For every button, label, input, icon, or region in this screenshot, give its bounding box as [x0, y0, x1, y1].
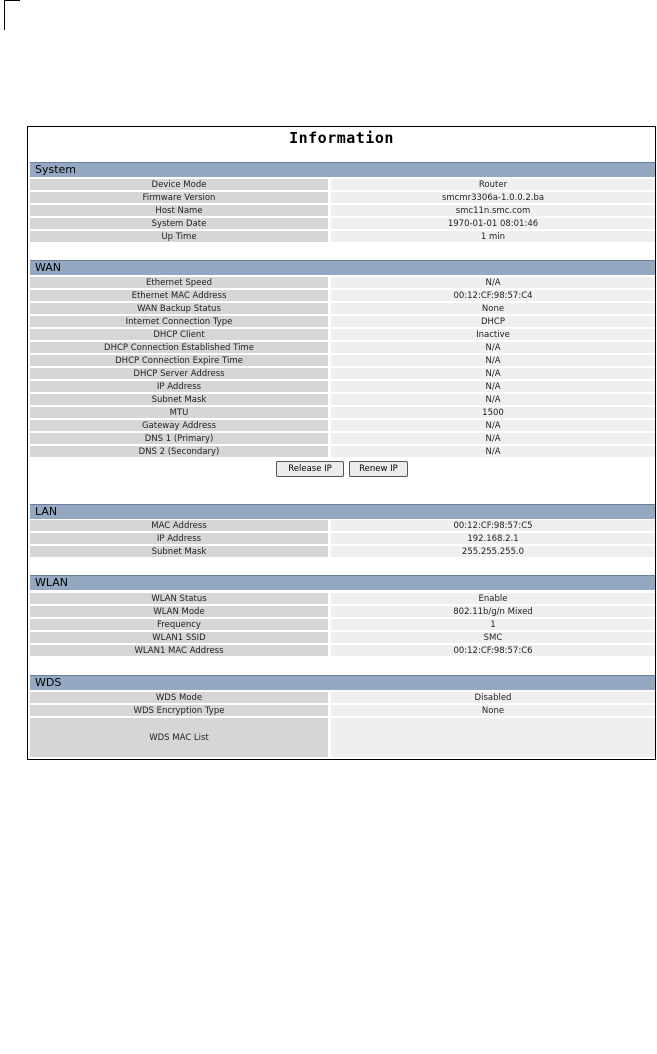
wan-button-row	[28, 461, 655, 477]
row-value: smcmr3306a-1.0.0.2.ba	[331, 192, 655, 204]
row-label: DHCP Connection Established Time	[30, 342, 328, 354]
row-value: N/A	[331, 368, 655, 380]
table-row	[30, 593, 655, 605]
section-header-wds: WDS	[30, 675, 655, 690]
row-label: WLAN Mode	[30, 606, 328, 618]
row-label: IP Address	[30, 381, 328, 393]
row-label: WLAN1 MAC Address	[30, 645, 328, 657]
row-label: IP Address	[30, 533, 328, 545]
table-row	[30, 394, 655, 406]
table-row	[30, 645, 655, 657]
table-row	[30, 407, 655, 419]
row-value: 255.255.255.0	[331, 546, 655, 558]
row-label: Device Mode	[30, 179, 328, 191]
row-value: 1970-01-01 08:01:46	[331, 218, 655, 230]
table-row	[30, 606, 655, 618]
table-row	[30, 277, 655, 289]
table-row	[30, 705, 655, 717]
row-value: N/A	[331, 355, 655, 367]
row-label: DHCP Connection Expire Time	[30, 355, 328, 367]
row-label: WDS MAC List	[30, 718, 328, 758]
row-value: N/A	[331, 342, 655, 354]
row-label: MAC Address	[30, 520, 328, 532]
table-row	[30, 179, 655, 191]
release-ip-button[interactable]: Release IP	[276, 461, 344, 477]
row-label: Subnet Mask	[30, 546, 328, 558]
row-label: WAN Backup Status	[30, 303, 328, 315]
table-row	[30, 231, 655, 243]
row-label: Subnet Mask	[30, 394, 328, 406]
table-row	[30, 546, 655, 558]
table-row	[30, 316, 655, 328]
row-value: 1500	[331, 407, 655, 419]
row-value: Inactive	[331, 329, 655, 341]
table-row	[30, 368, 655, 380]
row-value: N/A	[331, 420, 655, 432]
row-value: SMC	[331, 632, 655, 644]
table-row	[30, 692, 655, 704]
row-value: DHCP	[331, 316, 655, 328]
row-label: Gateway Address	[30, 420, 328, 432]
row-value: 00:12:CF:98:57:C5	[331, 520, 655, 532]
row-value: Router	[331, 179, 655, 191]
row-label: WDS Mode	[30, 692, 328, 704]
renew-ip-button[interactable]: Renew IP	[349, 461, 408, 477]
section-header-wan: WAN	[30, 260, 655, 275]
table-row	[30, 303, 655, 315]
row-label: WLAN Status	[30, 593, 328, 605]
row-label: WLAN1 SSID	[30, 632, 328, 644]
row-label: DHCP Client	[30, 329, 328, 341]
table-row	[30, 520, 655, 532]
row-label: Ethernet MAC Address	[30, 290, 328, 302]
section-header-lan: LAN	[30, 504, 655, 519]
row-label: Frequency	[30, 619, 328, 631]
table-row	[30, 718, 655, 758]
table-row	[30, 632, 655, 644]
table-row	[30, 329, 655, 341]
page-title: Information	[289, 129, 394, 147]
row-value: N/A	[331, 381, 655, 393]
row-value: 00:12:CF:98:57:C6	[331, 645, 655, 657]
table-row	[30, 533, 655, 545]
row-value: None	[331, 303, 655, 315]
row-value: 00:12:CF:98:57:C4	[331, 290, 655, 302]
row-value: N/A	[331, 433, 655, 445]
row-label: DNS 1 (Primary)	[30, 433, 328, 445]
row-value: 1	[331, 619, 655, 631]
table-row	[30, 218, 655, 230]
row-label: DHCP Server Address	[30, 368, 328, 380]
row-value: None	[331, 705, 655, 717]
table-row	[30, 446, 655, 458]
section-header-system: System	[30, 162, 655, 177]
table-row	[30, 290, 655, 302]
row-label: DNS 2 (Secondary)	[30, 446, 328, 458]
table-row	[30, 420, 655, 432]
table-row	[30, 433, 655, 445]
row-value: Enable	[331, 593, 655, 605]
row-label: WDS Encryption Type	[30, 705, 328, 717]
row-value: 192.168.2.1	[331, 533, 655, 545]
row-value: Disabled	[331, 692, 655, 704]
row-label: Internet Connection Type	[30, 316, 328, 328]
row-value: 802.11b/g/n Mixed	[331, 606, 655, 618]
row-label: Up Time	[30, 231, 328, 243]
crop-mark	[4, 0, 20, 30]
row-label: System Date	[30, 218, 328, 230]
table-row	[30, 619, 655, 631]
row-value: N/A	[331, 446, 655, 458]
table-row	[30, 381, 655, 393]
information-panel	[27, 126, 656, 760]
table-row	[30, 205, 655, 217]
row-label: Firmware Version	[30, 192, 328, 204]
table-row	[30, 192, 655, 204]
row-value: N/A	[331, 277, 655, 289]
row-value: 1 min	[331, 231, 655, 243]
row-value: smc11n.smc.com	[331, 205, 655, 217]
row-value: N/A	[331, 394, 655, 406]
table-row	[30, 342, 655, 354]
row-label: Host Name	[30, 205, 328, 217]
row-label: MTU	[30, 407, 328, 419]
table-row	[30, 355, 655, 367]
wds-mac-list-value	[331, 718, 655, 758]
section-header-wlan: WLAN	[30, 575, 655, 590]
row-label: Ethernet Speed	[30, 277, 328, 289]
